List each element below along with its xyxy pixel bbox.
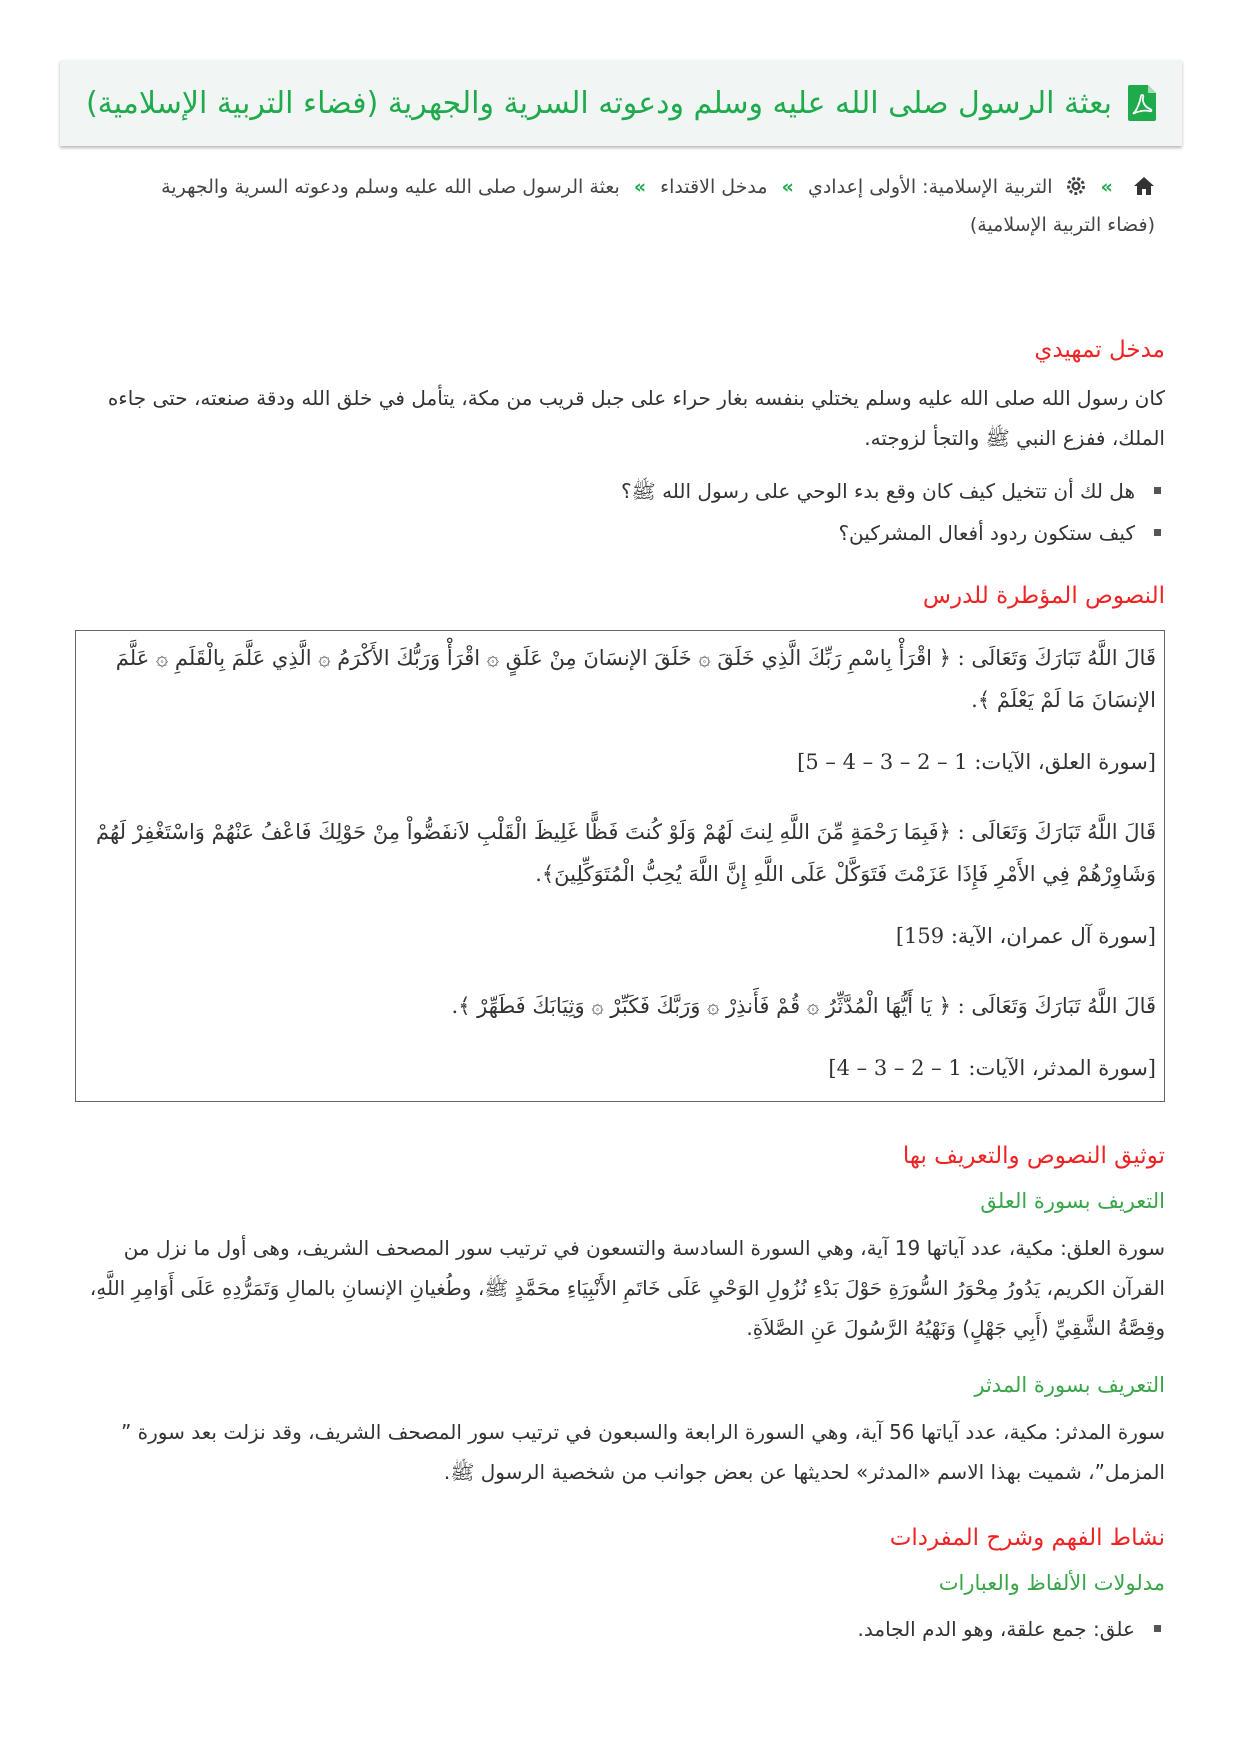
page-title: بعثة الرسول صلى الله عليه وسلم ودعوته السرية والجهرية (فضاء التربية الإسلامية) xyxy=(85,85,1112,121)
muddathir-subheading: التعريف بسورة المدثر xyxy=(974,1373,1165,1397)
quote-box xyxy=(75,630,1165,1102)
pdf-icon[interactable] xyxy=(1128,85,1158,121)
home-icon[interactable] xyxy=(1133,176,1155,196)
verse-reference: [سورة العلق، الآيات: 1 – 2 – 3 – 4 – 5] xyxy=(797,750,1156,774)
muddathir-paragraph: سورة المدثر: مكية، عدد آياتها 56 آية، وهي السورة الرابعة والسبعون في ترتيب سور المصحف الشريف، وقد نزلت بعد سورة ” المزمل”، شميت بهذا الاسم «المدثر» لحديثها عن بعض جوانب من شخصية الرسول ﷺ. xyxy=(120,1420,1165,1484)
intro-questions xyxy=(75,470,1165,554)
alaq-subheading: التعريف بسورة العلق xyxy=(980,1189,1165,1213)
breadcrumb xyxy=(110,168,1155,244)
lesson-content xyxy=(75,330,1165,1650)
verse-text: قَالَ اللَّهُ تَبَارَكَ وَتَعَالَى : ﴿ اقْرَأْ بِاسْمِ رَبِّكَ الَّذِي خَلَقَ ۞ خَلَقَ الإنسَانَ مِنْ عَلَقٍ ۞ اقْرَأْ وَرَبُّكَ الأَكْرَمُ ۞ الَّذِي عَلَّمَ بِالْقَلَمِ ۞ عَلَّمَ الإنسَانَ مَا لَمْ يَعْلَمْ ﴾. xyxy=(115,646,1156,712)
activity-heading: نشاط الفهم وشرح المفردات xyxy=(889,1525,1165,1551)
vocabulary-list xyxy=(75,1608,1165,1650)
intro-paragraph: كان رسول الله صلى الله عليه وسلم يختلي بنفسه بغار حراء على جبل قريب من مكة، يتأمل في خلق الله ودقة صنعته، حتى جاءه الملك، ففزع النبي ﷺ والتجأ لزوجته. xyxy=(107,386,1165,450)
breadcrumb-link-grade[interactable]: التربية الإسلامية: الأولى إعدادي xyxy=(807,176,1053,198)
documentation-heading: توثيق النصوص والتعريف بها xyxy=(902,1143,1165,1169)
texts-section xyxy=(75,576,1165,1102)
breadcrumb-current: بعثة الرسول صلى الله عليه وسلم ودعوته السرية والجهرية (فضاء التربية الإسلامية) xyxy=(161,176,1155,236)
list-item: علق: جمع علقة، وهو الدم الجامد. xyxy=(75,1608,1135,1650)
list-item: هل لك أن تتخيل كيف كان وقع بدء الوحي على رسول الله ﷺ؟ xyxy=(75,470,1135,512)
alaq-paragraph: سورة العلق: مكية، عدد آياتها 19 آية، وهي السورة السادسة والتسعون في ترتيب سور المصحف الشريف، وهى أول ما نزل من القرآن الكريم، يَدُورُ مِحْوَرُ السُّورَةِ حَوْلَ بَدْءِ نُزُولِ الوَحْيِ عَلَى خَاتَمِ الأَنْبِيَاءِ محَمَّدٍ ﷺ، وطُغيانِ الإنسانِ بالمالِ وَتَمَرُّدِهِ عَلَى أَوَامِرِ اللَّهِ، وقِصَّةُ الشَّقِيِّ (أَبِي جَهْلٍ) وَنَهْيُهُ الرَّسُولَ عَنِ الصَّلاَةِ. xyxy=(89,1236,1165,1340)
list-item: كيف ستكون ردود أفعال المشركين؟ xyxy=(75,512,1135,554)
verse-text: قَالَ اللَّهُ تَبَارَكَ وَتَعَالَى : ﴿فَبِمَا رَحْمَةٍ مِّنَ اللَّهِ لِنتَ لَهُمْ وَلَوْ كُنتَ فَظًّا غَلِيظَ الْقَلْبِ لاَنفَضُّواْ مِنْ حَوْلِكَ فَاعْفُ عَنْهُمْ وَاسْتَغْفِرْ لَهُمْ وَشَاوِرْهُمْ فِي الأَمْرِ فَإِذَا عَزَمْتَ فَتَوَكَّلْ عَلَى اللَّهِ إِنَّ اللَّهَ يُحِبُّ الْمُتَوَكِّلِينَ﴾. xyxy=(95,820,1156,886)
title-bar xyxy=(60,60,1182,146)
gear-icon xyxy=(1065,175,1087,197)
breadcrumb-link-unit[interactable]: مدخل الاقتداء xyxy=(660,176,768,198)
verse-text: قَالَ اللَّهُ تَبَارَكَ وَتَعَالَى : ﴿ يَا أَيُّهَا الْمُدَّثِّرُ ۞ قُمْ فَأَنذِرْ ۞ وَرَبَّكَ فَكَبِّرْ ۞ وَثِيَابَكَ فَطَهِّرْ ﴾. xyxy=(451,994,1156,1018)
breadcrumb-separator: » xyxy=(781,176,794,198)
intro-heading: مدخل تمهيدي xyxy=(1034,337,1165,363)
activity-section xyxy=(75,1518,1165,1650)
verse-reference: [سورة آل عمران، الآية: 159] xyxy=(895,924,1156,948)
documentation-section xyxy=(75,1136,1165,1492)
intro-section xyxy=(75,330,1165,554)
verse-reference: [سورة المدثر، الآيات: 1 – 2 – 3 – 4] xyxy=(828,1056,1156,1080)
texts-heading: النصوص المؤطرة للدرس xyxy=(922,583,1165,609)
breadcrumb-separator: » xyxy=(1100,176,1113,198)
activity-subheading: مدلولات الألفاظ والعبارات xyxy=(938,1571,1165,1595)
breadcrumb-separator: » xyxy=(633,176,647,198)
